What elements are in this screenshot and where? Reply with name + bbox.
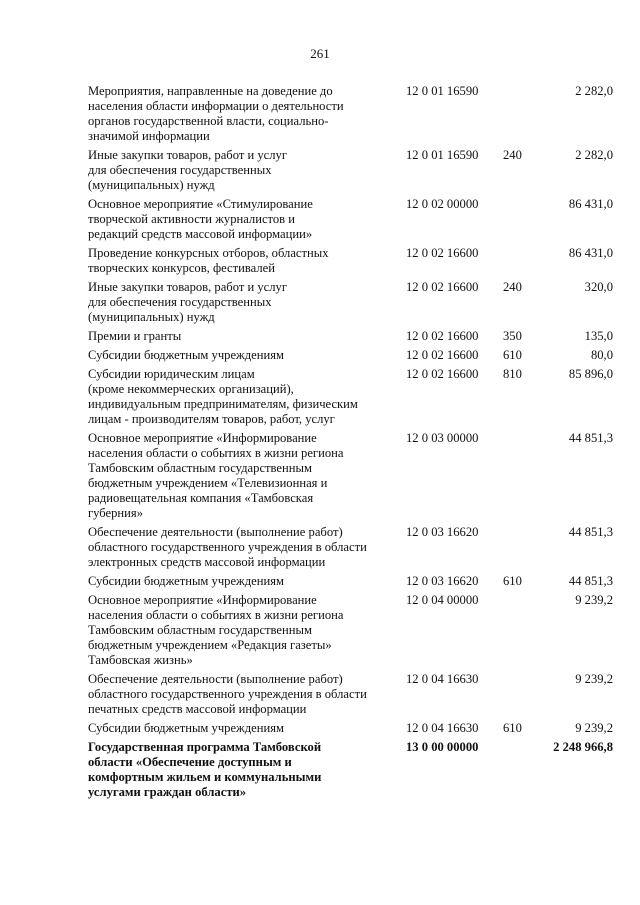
row-name <box>88 740 396 804</box>
row-expense-type <box>503 246 533 280</box>
row-amount <box>533 431 613 525</box>
row-code <box>396 84 503 148</box>
row-code <box>396 525 503 574</box>
row-amount <box>533 525 613 574</box>
row-name <box>88 84 396 148</box>
row-name-text: Основное мероприятие «Информирование населения области о событиях в жизни региона Тамбовским областным государственным бюджетным учреждением «Редакция газеты» Тамбовская жизнь» <box>88 593 344 667</box>
row-name <box>88 246 396 280</box>
row-name-text: Основное мероприятие «Информирование населения области о событиях в жизни региона Тамбовским областным государственным бюджетным учреждением «Телевизионная и радиовещательная компания «Тамбовская губерния» <box>88 431 344 520</box>
row-expense-type <box>503 525 533 574</box>
row-code <box>396 329 503 348</box>
table-row <box>88 246 613 280</box>
row-amount <box>533 280 613 329</box>
row-expense-type-text: 240 <box>503 280 522 294</box>
row-code-text: 12 0 02 16600 <box>406 367 479 381</box>
row-code <box>396 246 503 280</box>
row-name <box>88 367 396 431</box>
row-expense-type <box>503 148 533 197</box>
row-amount <box>533 574 613 593</box>
row-amount-text: 9 239,2 <box>575 593 613 607</box>
row-name-text: Обеспечение деятельности (выполнение работ) областного государственного учреждения в области электронных средств массовой информации <box>88 525 367 569</box>
row-expense-type <box>503 348 533 367</box>
row-expense-type <box>503 329 533 348</box>
budget-table-body <box>88 84 613 804</box>
row-code <box>396 367 503 431</box>
row-amount-text: 2 248 966,8 <box>553 740 613 754</box>
table-row <box>88 348 613 367</box>
row-name-text: Основное мероприятие «Стимулирование творческой активности журналистов и редакций средств массовой информации» <box>88 197 313 241</box>
row-amount-text: 86 431,0 <box>568 197 613 211</box>
row-name <box>88 280 396 329</box>
row-name-text: Иные закупки товаров, работ и услуг для обеспечения государственных (муниципальных) нужд <box>88 148 288 192</box>
row-expense-type <box>503 721 533 740</box>
row-amount <box>533 84 613 148</box>
budget-table <box>88 84 613 804</box>
row-code-text: 12 0 03 00000 <box>406 431 479 445</box>
table-row <box>88 574 613 593</box>
row-code <box>396 672 503 721</box>
row-code-text: 12 0 02 16600 <box>406 246 479 260</box>
row-name-text: Государственная программа Тамбовской области «Обеспечение доступным и комфортным жильем и коммунальными услугами граждан области» <box>88 740 322 799</box>
table-row <box>88 329 613 348</box>
row-name-text: Мероприятия, направленные на доведение до населения области информации о деятельности органов государственной власти, социально- значимой информации <box>88 84 344 143</box>
row-name-text: Субсидии бюджетным учреждениям <box>88 348 284 362</box>
row-expense-type <box>503 593 533 672</box>
row-name-text: Субсидии юридическим лицам (кроме некоммерческих организаций), индивидуальным предпринимателям, физическим лицам - производителям товаров, работ, услуг <box>88 367 358 426</box>
row-code-text: 12 0 04 16630 <box>406 672 479 686</box>
row-expense-type-text: 610 <box>503 721 522 735</box>
row-code <box>396 721 503 740</box>
row-code-text: 12 0 03 16620 <box>406 525 479 539</box>
row-code <box>396 280 503 329</box>
row-name <box>88 574 396 593</box>
row-code-text: 12 0 02 16600 <box>406 329 479 343</box>
row-code-text: 12 0 02 00000 <box>406 197 479 211</box>
table-row <box>88 280 613 329</box>
row-expense-type <box>503 280 533 329</box>
row-amount <box>533 740 613 804</box>
row-code <box>396 740 503 804</box>
row-name <box>88 348 396 367</box>
row-amount-text: 80,0 <box>590 348 613 362</box>
row-amount <box>533 672 613 721</box>
row-name-text: Субсидии бюджетным учреждениям <box>88 574 284 588</box>
row-name-text: Премии и гранты <box>88 329 182 343</box>
row-name <box>88 593 396 672</box>
row-name <box>88 431 396 525</box>
row-name-text: Проведение конкурсных отборов, областных творческих конкурсов, фестивалей <box>88 246 329 275</box>
row-amount <box>533 148 613 197</box>
row-expense-type <box>503 672 533 721</box>
row-expense-type-text: 610 <box>503 348 522 362</box>
row-code-text: 12 0 03 16620 <box>406 574 479 588</box>
table-row <box>88 740 613 804</box>
row-expense-type <box>503 367 533 431</box>
row-amount <box>533 593 613 672</box>
row-code <box>396 574 503 593</box>
row-expense-type <box>503 431 533 525</box>
row-expense-type-text: 240 <box>503 148 522 162</box>
row-amount-text: 320,0 <box>584 280 613 294</box>
row-amount-text: 2 282,0 <box>575 84 613 98</box>
row-code <box>396 148 503 197</box>
row-name <box>88 721 396 740</box>
table-row <box>88 367 613 431</box>
row-amount-text: 9 239,2 <box>575 672 613 686</box>
row-code-text: 12 0 02 16600 <box>406 348 479 362</box>
row-code-text: 12 0 02 16600 <box>406 280 479 294</box>
row-code-text: 12 0 01 16590 <box>406 84 479 98</box>
row-name <box>88 525 396 574</box>
row-amount-text: 2 282,0 <box>575 148 613 162</box>
row-amount <box>533 197 613 246</box>
row-expense-type <box>503 740 533 804</box>
row-amount-text: 135,0 <box>584 329 613 343</box>
table-row <box>88 672 613 721</box>
row-amount-text: 9 239,2 <box>575 721 613 735</box>
row-amount <box>533 329 613 348</box>
table-row <box>88 84 613 148</box>
row-code <box>396 593 503 672</box>
row-code-text: 12 0 04 00000 <box>406 593 479 607</box>
row-name-text: Субсидии бюджетным учреждениям <box>88 721 284 735</box>
row-expense-type-text: 350 <box>503 329 522 343</box>
row-name <box>88 197 396 246</box>
row-expense-type-text: 610 <box>503 574 522 588</box>
row-amount-text: 44 851,3 <box>568 431 613 445</box>
row-name <box>88 329 396 348</box>
table-row <box>88 197 613 246</box>
row-amount <box>533 721 613 740</box>
table-row <box>88 525 613 574</box>
row-name-text: Обеспечение деятельности (выполнение работ) областного государственного учреждения в области печатных средств массовой информации <box>88 672 367 716</box>
row-amount <box>533 246 613 280</box>
page-number: 261 <box>310 46 330 61</box>
row-expense-type <box>503 574 533 593</box>
row-code-text: 12 0 04 16630 <box>406 721 479 735</box>
row-code <box>396 348 503 367</box>
row-code <box>396 197 503 246</box>
row-amount-text: 44 851,3 <box>568 574 613 588</box>
row-amount <box>533 348 613 367</box>
row-code <box>396 431 503 525</box>
table-row <box>88 148 613 197</box>
row-expense-type-text: 810 <box>503 367 522 381</box>
table-row <box>88 593 613 672</box>
row-expense-type <box>503 197 533 246</box>
row-amount-text: 85 896,0 <box>568 367 613 381</box>
row-amount-text: 86 431,0 <box>568 246 613 260</box>
table-row <box>88 721 613 740</box>
row-name-text: Иные закупки товаров, работ и услуг для обеспечения государственных (муниципальных) нужд <box>88 280 288 324</box>
row-name <box>88 148 396 197</box>
row-code-text: 12 0 01 16590 <box>406 148 479 162</box>
row-expense-type <box>503 84 533 148</box>
row-name <box>88 672 396 721</box>
row-code-text: 13 0 00 00000 <box>406 740 479 754</box>
table-row <box>88 431 613 525</box>
row-amount-text: 44 851,3 <box>568 525 613 539</box>
row-amount <box>533 367 613 431</box>
